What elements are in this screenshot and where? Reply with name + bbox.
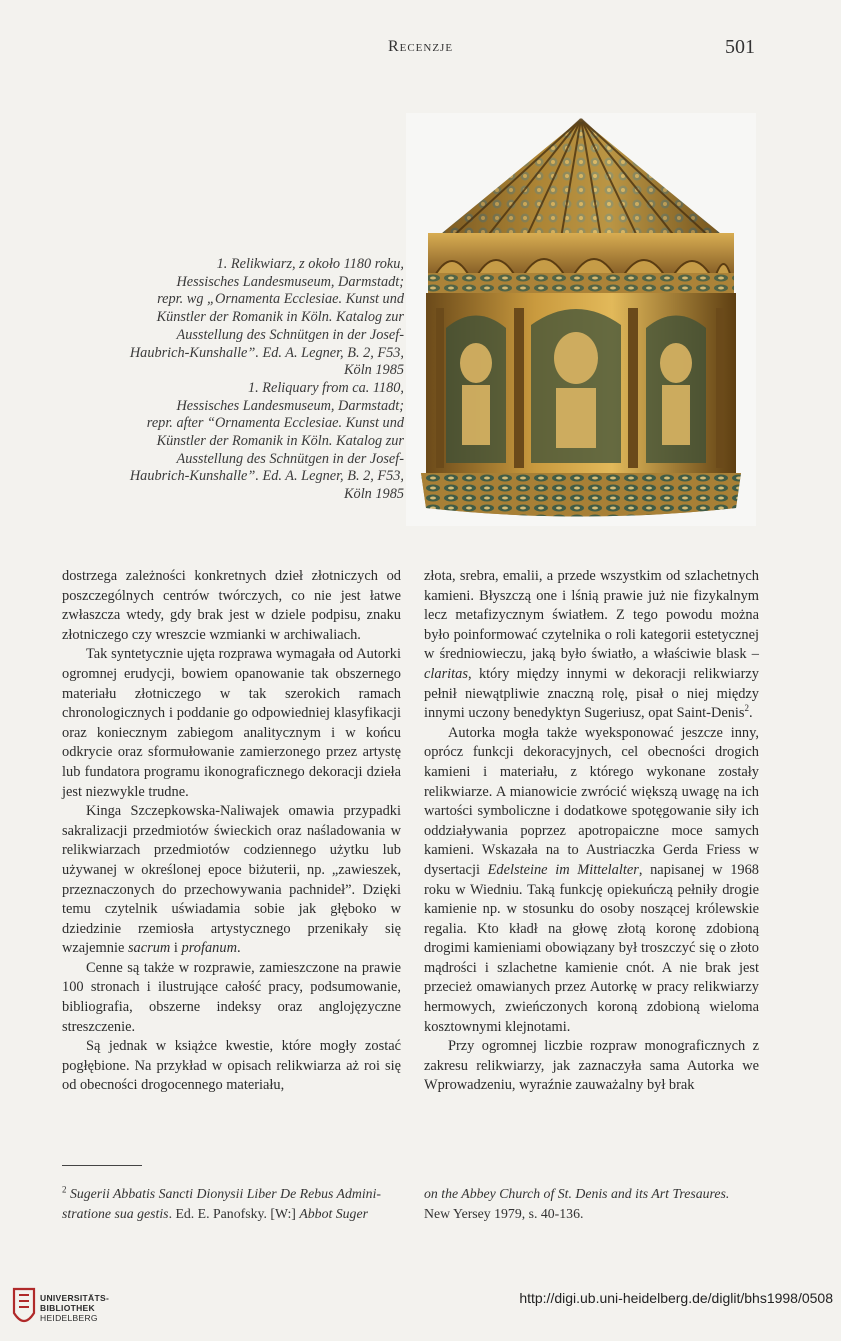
footnote-line <box>62 1204 401 1224</box>
running-header: Recenzje <box>387 38 454 55</box>
paragraph: Cenne są także w rozprawie, zamieszczone na prawie 100 stronach i ilustrujące całość pracy, podsumowanie, bibliografia, obszerne indeksy oraz anglojęzyczne streszczenie. <box>62 959 401 1035</box>
reliquary-photo <box>406 113 756 526</box>
paragraph <box>424 567 759 724</box>
footnote-text: Sugerii Abbatis Sancti Dionysii Liber De Rebus Admini- <box>69 1186 382 1201</box>
caption-line: Köln 1985 <box>344 362 404 379</box>
caption-line: 1. Reliquary from ca. 1180, <box>247 379 404 396</box>
footnote-text: on the Abbey Church of St. Denis and its Art Tresaures. <box>424 1186 730 1201</box>
italic-term: profanum <box>181 940 237 957</box>
paragraph <box>424 724 759 1038</box>
library-name-line: UNIVERSITÄTS- <box>40 1293 110 1303</box>
caption-line: Hessisches Landesmuseum, Darmstadt; <box>176 273 404 290</box>
caption-line: Hessisches Landesmuseum, Darmstadt; <box>176 397 404 414</box>
library-name-line: HEIDELBERG <box>40 1313 98 1323</box>
caption-line: Köln 1985 <box>344 486 404 503</box>
text-span: Autorka mogła także wyeksponować jeszcze inny, oprócz funkcji dekoracyjnych, cel obecności drogich kamieni i materiału, z którego wykonane zostały relikwiarze. A mianowicie zwrócić większą uwagę na ich wartości symboliczne i dodatkowe spotęgowanie siły ich oddziaływania poprzez apotropaiczne moce samych kamieni. Wskazała na to Austriaczka Gerda Friess w dysertacji <box>424 724 759 878</box>
footnote-right <box>424 1184 759 1223</box>
figure-caption <box>42 256 404 504</box>
text-span: Kinga Szczepkowska-Naliwajek omawia przypadki sakralizacji przedmiotów świeckich oraz naśladowania w relikwiarzach przedmiotów codziennego użytku lub używanej w określonej epoce biżuterii, np. „zawieszek, przeznaczonych do przechowywania pachnideł”. Dzięki temu czytelnik uświadamia sobie jak głęboko w dziedzinie rzemiosła artystycznego przenikały się wzajemnie <box>62 803 401 957</box>
right-column <box>424 567 759 1096</box>
reliquary-photo-icon <box>406 113 756 526</box>
paragraph: Tak syntetycznie ujęta rozprawa wymagała od Autorki ogromnej erudycji, bowiem opanowanie tak obszernego materiału złotniczego w tak szerokich ramach chronologicznych i poddanie go odpowiedniej klasyfikacji oraz koniecznym zabiegom analitycznym i w końcu odkrycie oraz sformułowanie zamierzonego przez artystę lub fundatora programu ikonograficznego dekoracji dzieła jest niezwykle trudne. <box>62 646 401 800</box>
source-url-link[interactable]: http://digi.ub.uni-heidelberg.de/diglit/bhs1998/0508 <box>519 1290 833 1306</box>
italic-title: Edelsteine im Mittelalter <box>487 861 639 878</box>
left-column <box>62 567 401 1096</box>
footnote-line: New Yersey 1979, s. 40-136. <box>424 1205 584 1221</box>
footnote-text: . Ed. E. Panofsky. [W:] <box>168 1205 296 1221</box>
footnote-divider <box>62 1165 142 1166</box>
caption-line: Künstler der Romanik in Köln. Katalog zur <box>156 433 404 450</box>
footnote-ref[interactable]: 2 <box>744 703 750 714</box>
page-number: 501 <box>725 36 755 58</box>
italic-term: claritas <box>424 665 468 682</box>
text-span: złota, srebra, emalii, a przede wszystkim od szlachetnych kamieni. Błyszczą one i lśnią prawie już nie fizykalnym lecz metafizycznym światłem. Z tego powodu można było poinformować czytelnika o roli kategorii estetycznej w średniowieczu, jaką było światło, a właściwie blask – <box>424 568 759 663</box>
paragraph <box>62 802 401 959</box>
footnote-line <box>424 1184 759 1204</box>
caption-line: Haubrich-Kunshalle”. Ed. A. Legner, B. 2, F53, <box>129 344 404 361</box>
footnote-left <box>62 1184 401 1223</box>
library-name-line: BIBLIOTHEK <box>40 1303 95 1313</box>
footnote-number: 2 <box>62 1184 67 1195</box>
footnote-text: stratione sua gestis <box>62 1205 169 1221</box>
paragraph: Przy ogromnej liczbie rozpraw monograficznych z zakresu relikwiarzy, jak zaznaczyła sama Autorka we Wprowadzeniu, wyraźnie zauważalny był brak <box>424 1038 759 1094</box>
caption-line: Haubrich-Kunshalle”. Ed. A. Legner, B. 2, F53, <box>129 468 404 485</box>
caption-line: Ausstellung des Schnütgen in der Josef- <box>176 326 404 343</box>
paragraph: dostrzega zależności konkretnych dzieł złotniczych od poszczególnych centrów twórczych, co nie jest łatwe zwłaszcza wtedy, gdy brak jest w dziele podpisu, znaku złotniczego czy wreszcie wzmianki w archiwaliach. <box>62 568 401 643</box>
footnote-line <box>62 1184 401 1204</box>
text-span: . <box>236 940 241 957</box>
text-span: , napisanej w 1968 roku w Wiedniu. Taką funkcję opiekuńczą pełniły drogie kamienie np. w stosunku do osoby noszącej królewskie regalia. Kto kładł na głowę złotą koronę zdobioną drogimi kamieniami obowiązany był troszczyć się o złoto mądrości i szlachetne kamienie cnót. A nie brak jest przecież omawianych przez Autorkę w pracy relikwiarzy hermowych, zwieńczonych koroną zdobioną wieloma kosztownymi klejnotami. <box>424 861 759 1035</box>
text-span: i <box>173 940 178 957</box>
text-span: , który między innymi w dekoracji relikwiarzy pełnił niewątpliwie znaczną rolę, pisał o niej między innymi uczony benedyktyn Sugeriusz, opat Saint-Denis <box>424 665 759 722</box>
caption-line: repr. wg „Ornamenta Ecclesiae. Kunst und <box>157 291 404 308</box>
caption-line: Künstler der Romanik in Köln. Katalog zur <box>156 309 404 326</box>
text-span: . <box>749 705 753 722</box>
italic-term: sacrum <box>127 940 171 957</box>
caption-line: 1. Relikwiarz, z około 1180 roku, <box>216 256 404 272</box>
caption-line: repr. after “Ornamenta Ecclesiae. Kunst und <box>146 415 404 432</box>
footnote-text: Abbot Suger <box>299 1205 368 1221</box>
heidelberg-seal-icon <box>10 1285 38 1331</box>
paragraph: Są jednak w książce kwestie, które mogły zostać pogłębione. Na przykład w opisach relikwiarza aż roi się od obecności drogocennego materiału, <box>62 1038 401 1094</box>
library-name <box>40 1293 109 1323</box>
caption-line: Ausstellung des Schnütgen in der Josef- <box>176 450 404 467</box>
